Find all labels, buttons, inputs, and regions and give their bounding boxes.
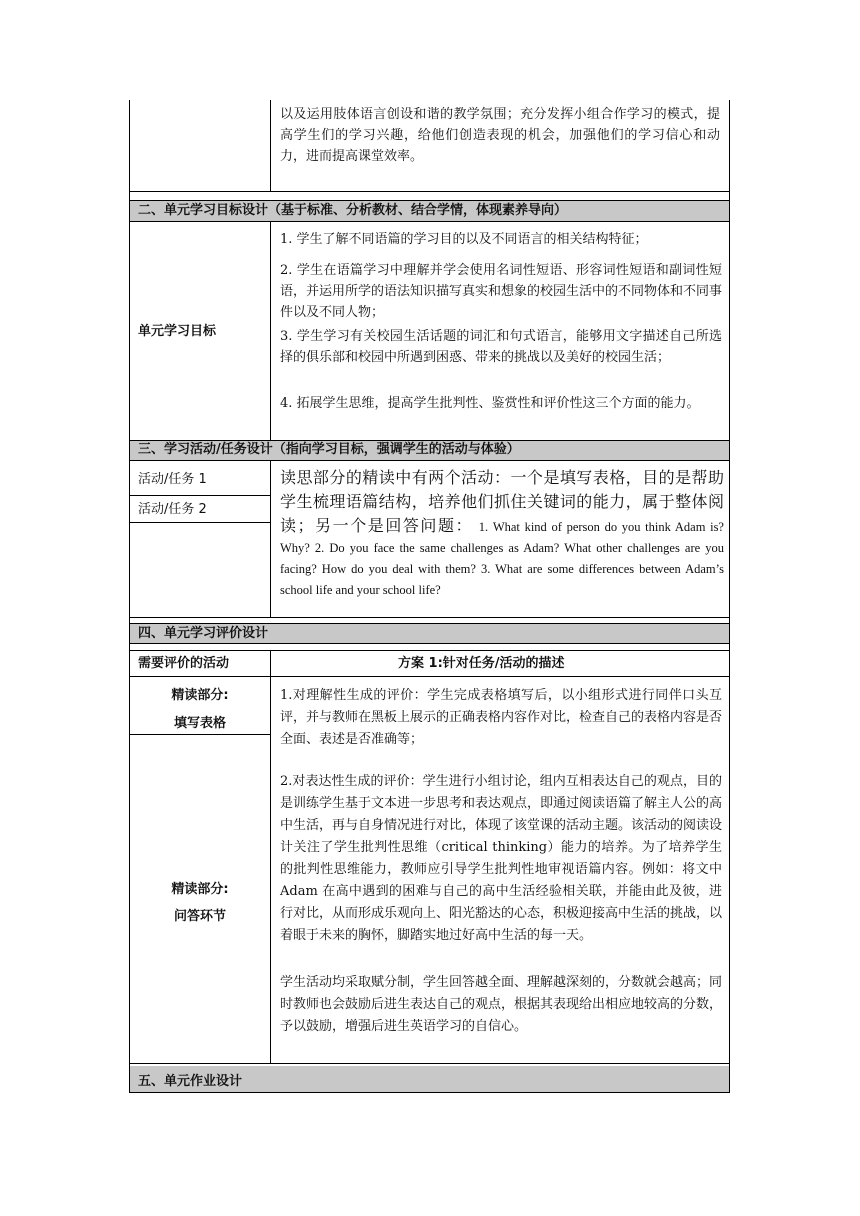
row-rule xyxy=(129,460,730,461)
column-divider xyxy=(270,650,271,1063)
section4-header: 四、单元学习评价设计 xyxy=(138,626,269,641)
row-rule xyxy=(129,191,730,192)
goal-item-4: 4. 拓展学生思维，提高学生批判性、鉴赏性和评价性这三个方面的能力。 xyxy=(280,396,700,411)
table-border-left xyxy=(129,100,130,1093)
unit-goal-label: 单元学习目标 xyxy=(138,324,217,339)
row-rule xyxy=(129,650,730,651)
row-rule xyxy=(129,1092,730,1093)
evaluation-3-text: 学生活动均采取赋分制，学生回答越全面、理解越深刻的，分数就会越高；同时教师也会鼓励后进生表达自己的观点，根据其表现给出相应地较高的分数，予以鼓励，增强后进生英语学习的自信心。 xyxy=(280,975,723,1034)
evaluation-2-text: 2.对表达性生成的评价：学生进行小组讨论，组内互相表达自己的观点，目的是训练学生基于文本进一步思考和表达观点，即通过阅读语篇了解主人公的高中生活，再与自身情况进行对比，体现了该堂课的活动主题。该活动的阅读设计关注了学生批判性思维（critical thinking）能力的培养。为了培养学生的批判性思维能力，教师应引导学生批判性地审视语篇内容。例如：将文中 Adam 在高中遇到的困难与自己的高中生活经验相关联，并能由此及彼，进行对比，从而形成乐观向上、阳光豁达的心态，积极迎接高中生活的挑战，以着眼于未来的胸怀，脚踏实地过好高中生活的每一天。 xyxy=(280,774,723,943)
goal-item-3: 3. 学生学习有关校园生活话题的词汇和句式语言，能够用文字描述自己所选择的俱乐部和校园中所遇到困惑、带来的挑战以及美好的校园生活； xyxy=(280,329,722,365)
row-rule xyxy=(129,676,730,677)
row-rule xyxy=(129,522,271,523)
task-1-label: 活动/任务 1 xyxy=(138,472,207,487)
activity-1-line2: 填写表格 xyxy=(173,716,226,731)
task-description-en: 1. What kind of person do you think Adam is? Why? 2. Do you face the same challenges as Adam? What other challenges are you facing? How do you deal with them? 3. What are some differences between Adam’s school life and your school life? xyxy=(280,520,724,597)
col-header-plan: 方案 1:针对任务/活动的描述 xyxy=(398,656,565,671)
goal-item-1: 1. 学生了解不同语篇的学习目的以及不同语言的相关结构特征； xyxy=(280,232,648,247)
column-divider xyxy=(270,221,271,440)
column-divider xyxy=(270,100,271,191)
row-rule xyxy=(129,495,271,496)
col-header-activity: 需要评价的活动 xyxy=(138,656,230,671)
activity-2-line1: 精读部分: xyxy=(171,882,229,897)
section1-continuation-text: 以及运用肢体语言创设和谐的教学氛围；充分发挥小组合作学习的模式，提高学生们的学习兴趣，给他们创造表现的机会，加强他们的学习信心和动力，进而提高课堂效率。 xyxy=(280,107,720,164)
row-rule xyxy=(129,221,730,222)
table-border-right xyxy=(729,100,730,1093)
activity-1-line1: 精读部分: xyxy=(171,688,229,703)
task-2-label: 活动/任务 2 xyxy=(138,502,207,517)
goal-item-2: 2. 学生在语篇学习中理解并学会使用名词性短语、形容词性短语和副词性短语，并运用所学的语法知识描写真实和想象的校园生活中的不同物体和不同事件以及不同人物； xyxy=(280,263,723,320)
activity-2-line2: 问答环节 xyxy=(173,909,226,924)
section5-header: 五、单元作业设计 xyxy=(138,1074,243,1089)
row-rule xyxy=(129,734,271,735)
section2-header: 二、单元学习目标设计（基于标准、分析教材、结合学情，体现素养导向） xyxy=(138,203,568,218)
section3-header: 三、学习活动/任务设计（指向学习目标，强调学生的活动与体验） xyxy=(138,442,520,457)
evaluation-1-text: 1.对理解性生成的评价：学生完成表格填写后，以小组形式进行同伴口头互评，并与教师在黑板上展示的正确表格内容作对比，检查自己的表格内容是否全面、表述是否准确等； xyxy=(280,688,723,747)
row-rule xyxy=(129,1063,730,1064)
task-description-cn: 读思部分的精读中有两个活动：一个是填写表格，目的是帮助学生梳理语篇结构，培养他们抓住关键词的能力，属于整体阅读；另一个是回答问题： xyxy=(280,468,724,535)
column-divider xyxy=(270,460,271,617)
task-description xyxy=(280,466,724,601)
row-rule xyxy=(129,617,730,618)
